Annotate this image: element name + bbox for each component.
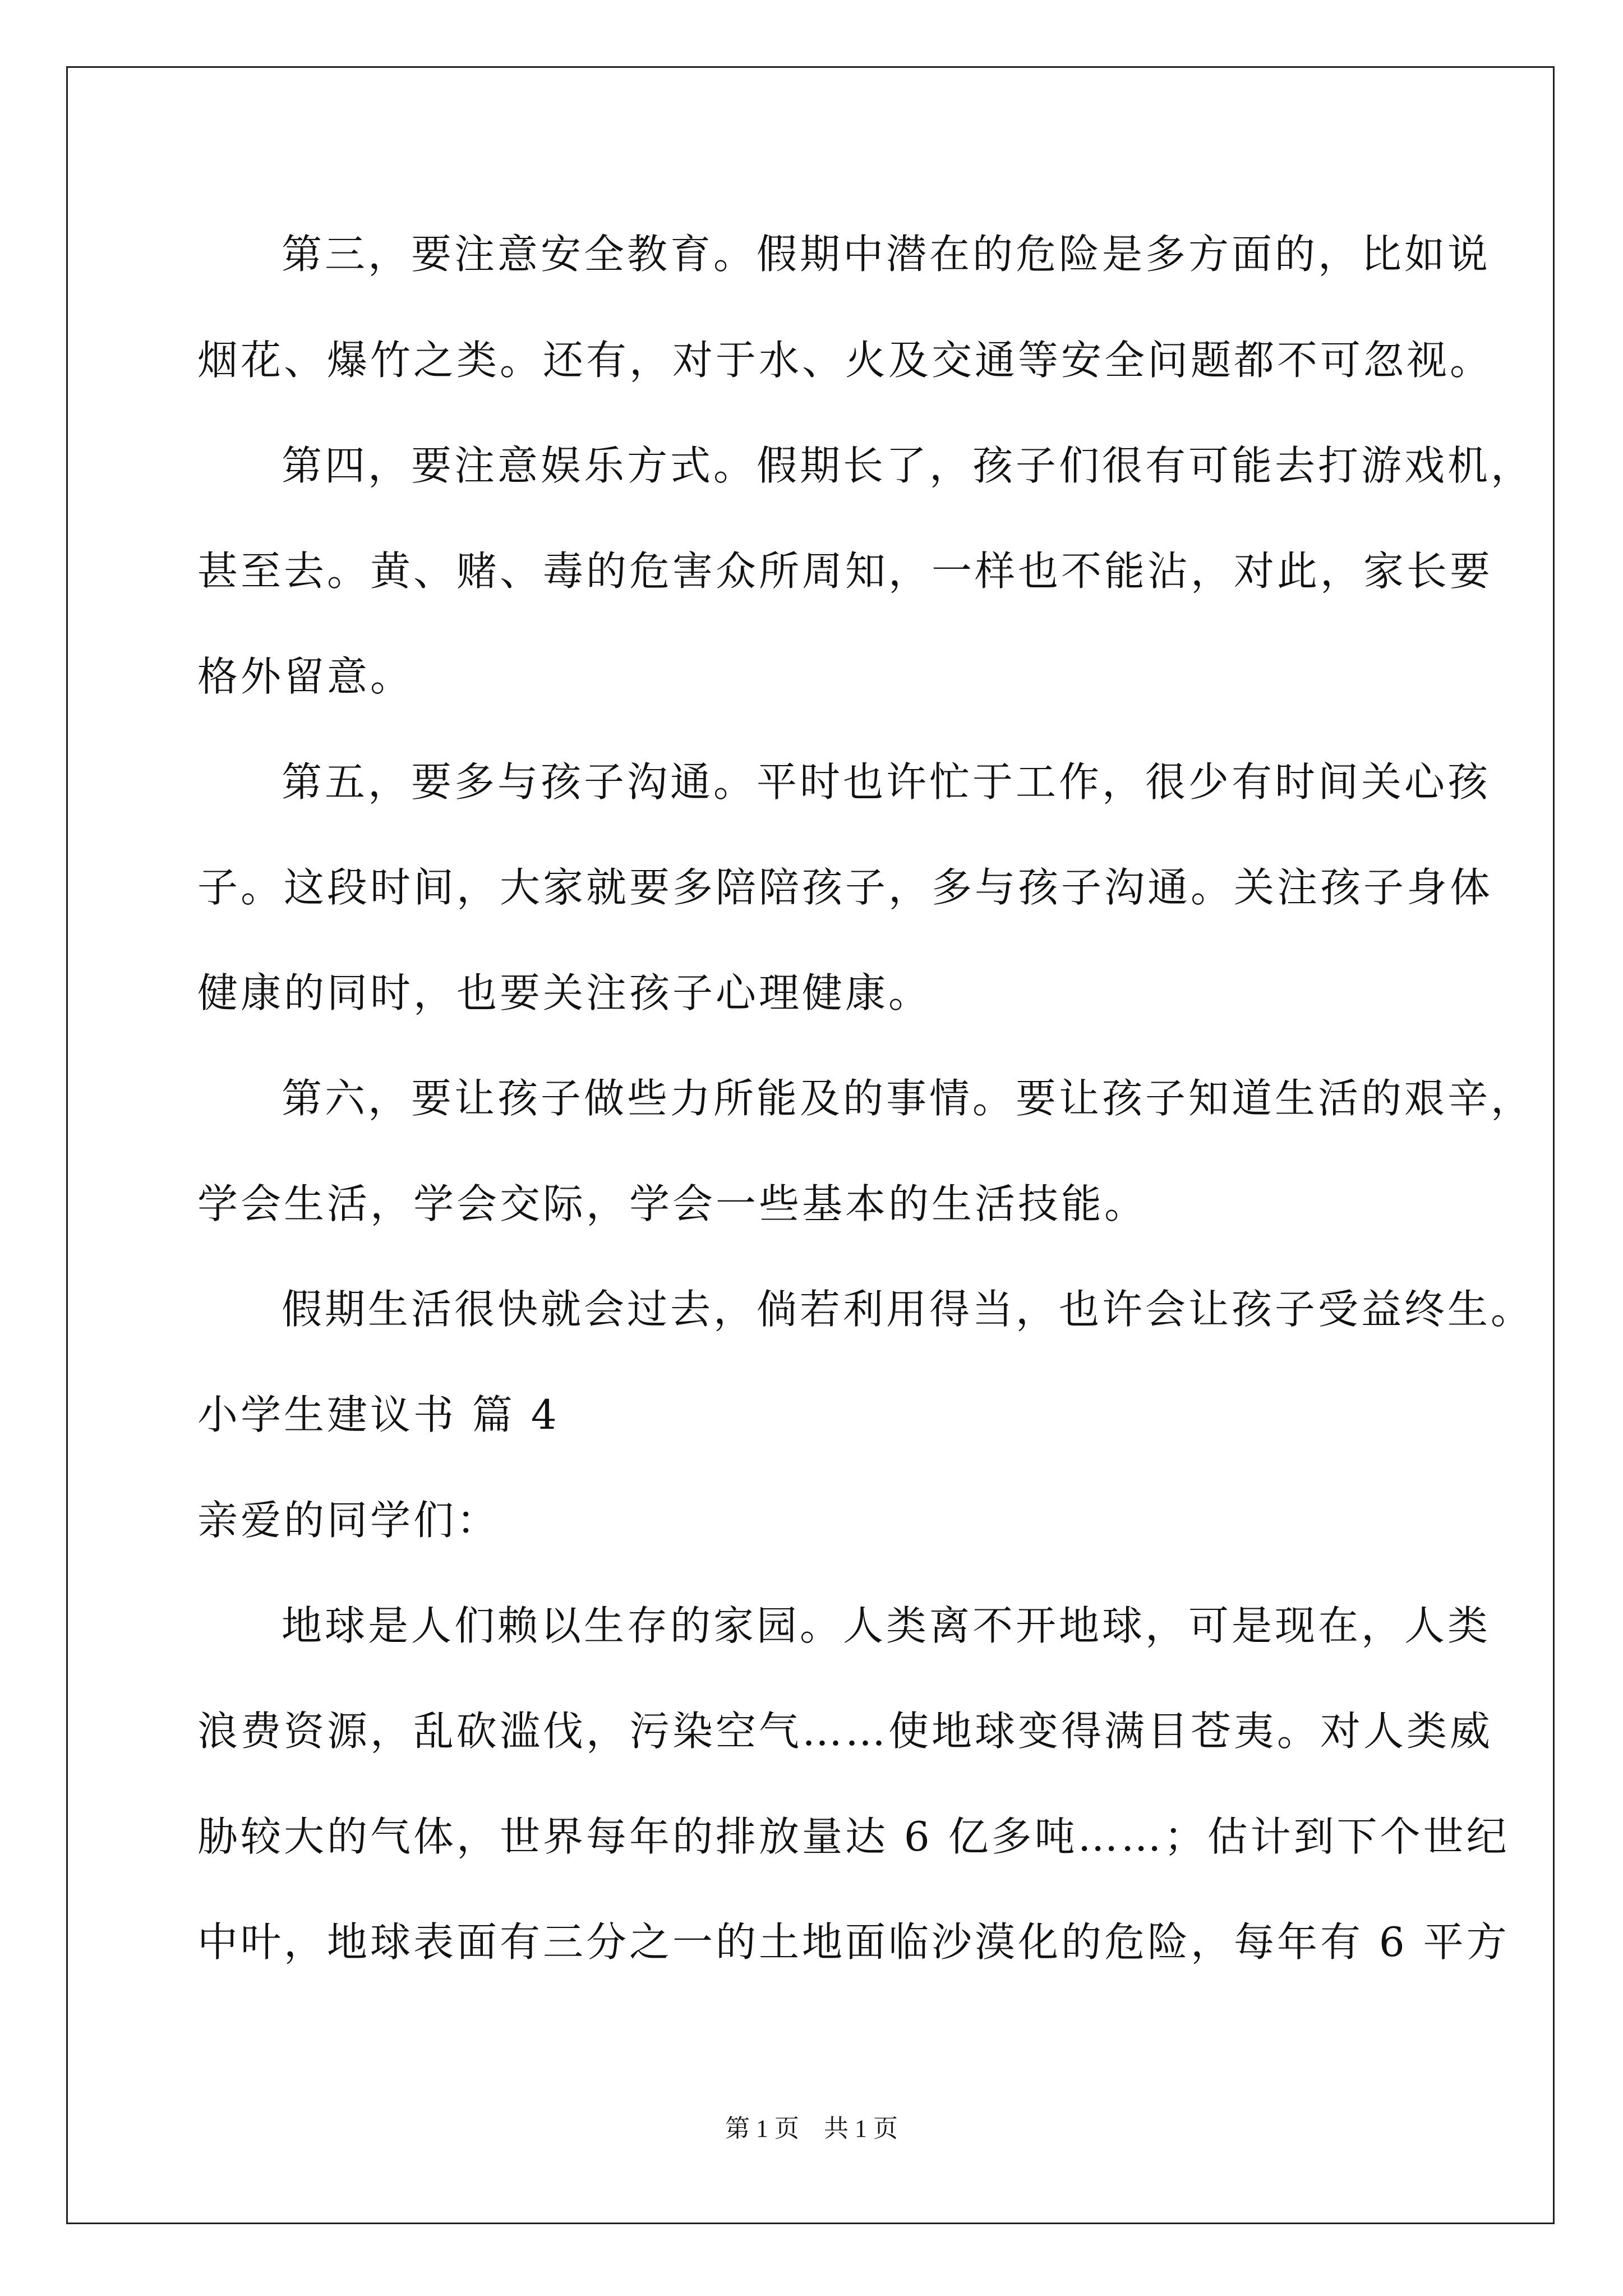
- page-border: [66, 66, 1555, 2224]
- paragraph-line: 健康的同时，也要关注孩子心理健康。: [197, 969, 932, 1016]
- paragraph-line: 中叶，地球表面有三分之一的土地面临沙漠化的危险，每年有 6 平方: [197, 1918, 1510, 1966]
- paragraph-line: 子。这段时间，大家就要多陪陪孩子，多与孩子沟通。关注孩子身体: [197, 864, 1493, 911]
- page-footer: 第 1 页 共 1 页: [725, 2115, 898, 2142]
- section-heading: 小学生建议书 篇 4: [197, 1391, 560, 1438]
- paragraph-line: 假期生活很快就会过去，倘若利用得当，也许会让孩子受益终生。: [282, 1286, 1534, 1333]
- paragraph-line: 第四，要注意娱乐方式。假期长了，孩子们很有可能去打游戏机，: [282, 442, 1534, 489]
- paragraph-line: 格外留意。: [197, 653, 414, 700]
- paragraph-line: 甚至去。黄、赌、毒的危害众所周知，一样也不能沾，对此，家长要: [197, 547, 1493, 595]
- paragraph-line: 胁较大的气体，世界每年的排放量达 6 亿多吨……；估计到下个世纪: [197, 1813, 1510, 1860]
- paragraph-line: 地球是人们赖以生存的家园。人类离不开地球，可是现在，人类: [282, 1602, 1491, 1649]
- paragraph-line: 第三，要注意安全教育。假期中潜在的危险是多方面的，比如说: [282, 231, 1491, 278]
- paragraph-line: 学会生活，学会交际，学会一些基本的生活技能。: [197, 1180, 1148, 1227]
- paragraph-line: 第五，要多与孩子沟通。平时也许忙于工作，很少有时间关心孩: [282, 758, 1491, 806]
- salutation: 亲爱的同学们：: [197, 1497, 500, 1544]
- paragraph-line: 烟花、爆竹之类。还有，对于水、火及交通等安全问题都不可忽视。: [197, 337, 1493, 384]
- paragraph-line: 第六，要让孩子做些力所能及的事情。要让孩子知道生活的艰辛，: [282, 1075, 1534, 1122]
- paragraph-line: 浪费资源，乱砍滥伐，污染空气……使地球变得满目苍夷。对人类威: [197, 1708, 1493, 1755]
